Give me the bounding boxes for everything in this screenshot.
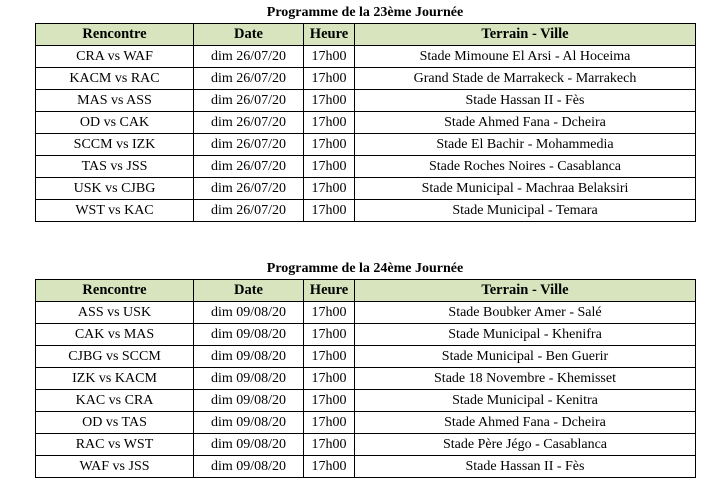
cell-heure: 17h00 xyxy=(304,156,355,178)
cell-heure: 17h00 xyxy=(304,200,355,222)
cell-date: dim 09/08/20 xyxy=(194,390,304,412)
cell-date: dim 26/07/20 xyxy=(194,200,304,222)
cell-date: dim 09/08/20 xyxy=(194,456,304,478)
table-header-row xyxy=(36,280,696,302)
cell-terrain: Stade Municipal - Kenitra xyxy=(355,390,696,412)
table-row xyxy=(36,68,696,90)
schedule-table xyxy=(35,23,696,222)
cell-terrain: Stade Mimoune El Arsi - Al Hoceima xyxy=(355,46,696,68)
table-row xyxy=(36,368,696,390)
cell-rencontre: ASS vs USK xyxy=(36,302,194,324)
table-row xyxy=(36,112,696,134)
cell-heure: 17h00 xyxy=(304,90,355,112)
cell-date: dim 26/07/20 xyxy=(194,178,304,200)
cell-terrain: Stade Municipal - Temara xyxy=(355,200,696,222)
cell-rencontre: MAS vs ASS xyxy=(36,90,194,112)
cell-terrain: Stade Roches Noires - Casablanca xyxy=(355,156,696,178)
cell-heure: 17h00 xyxy=(304,46,355,68)
cell-terrain: Stade Municipal - Ben Guerir xyxy=(355,346,696,368)
header-date: Date xyxy=(194,280,304,302)
cell-date: dim 09/08/20 xyxy=(194,302,304,324)
cell-terrain: Stade Municipal - Khenifra xyxy=(355,324,696,346)
cell-heure: 17h00 xyxy=(304,68,355,90)
cell-rencontre: USK vs CJBG xyxy=(36,178,194,200)
cell-rencontre: WST vs KAC xyxy=(36,200,194,222)
cell-terrain: Stade Boubker Amer - Salé xyxy=(355,302,696,324)
cell-date: dim 26/07/20 xyxy=(194,46,304,68)
header-date: Date xyxy=(194,24,304,46)
cell-rencontre: OD vs TAS xyxy=(36,412,194,434)
cell-rencontre: TAS vs JSS xyxy=(36,156,194,178)
cell-rencontre: CJBG vs SCCM xyxy=(36,346,194,368)
table-row xyxy=(36,346,696,368)
table-row xyxy=(36,90,696,112)
cell-heure: 17h00 xyxy=(304,412,355,434)
table-row xyxy=(36,412,696,434)
cell-date: dim 09/08/20 xyxy=(194,346,304,368)
cell-date: dim 09/08/20 xyxy=(194,368,304,390)
cell-rencontre: OD vs CAK xyxy=(36,112,194,134)
header-heure: Heure xyxy=(304,24,355,46)
table-row xyxy=(36,134,696,156)
cell-rencontre: RAC vs WST xyxy=(36,434,194,456)
schedule-section-23 xyxy=(35,3,695,222)
cell-rencontre: SCCM vs IZK xyxy=(36,134,194,156)
schedule-section-24 xyxy=(35,259,695,478)
table-row xyxy=(36,200,696,222)
cell-date: dim 26/07/20 xyxy=(194,134,304,156)
cell-date: dim 26/07/20 xyxy=(194,68,304,90)
table-row xyxy=(36,156,696,178)
cell-terrain: Stade Municipal - Machraa Belaksiri xyxy=(355,178,696,200)
cell-heure: 17h00 xyxy=(304,302,355,324)
cell-terrain: Stade El Bachir - Mohammedia xyxy=(355,134,696,156)
cell-terrain: Stade Père Jégo - Casablanca xyxy=(355,434,696,456)
table-row xyxy=(36,390,696,412)
schedule-table xyxy=(35,279,696,478)
cell-heure: 17h00 xyxy=(304,324,355,346)
cell-terrain: Stade 18 Novembre - Khemisset xyxy=(355,368,696,390)
header-terrain-ville: Terrain - Ville xyxy=(355,24,696,46)
table-row xyxy=(36,302,696,324)
cell-rencontre: CRA vs WAF xyxy=(36,46,194,68)
cell-heure: 17h00 xyxy=(304,112,355,134)
cell-rencontre: WAF vs JSS xyxy=(36,456,194,478)
cell-rencontre: IZK vs KACM xyxy=(36,368,194,390)
table-header-row xyxy=(36,24,696,46)
cell-terrain: Stade Ahmed Fana - Dcheira xyxy=(355,412,696,434)
cell-heure: 17h00 xyxy=(304,456,355,478)
cell-date: dim 09/08/20 xyxy=(194,434,304,456)
cell-date: dim 09/08/20 xyxy=(194,412,304,434)
cell-heure: 17h00 xyxy=(304,134,355,156)
table-row xyxy=(36,324,696,346)
cell-terrain: Stade Ahmed Fana - Dcheira xyxy=(355,112,696,134)
header-heure: Heure xyxy=(304,280,355,302)
header-rencontre: Rencontre xyxy=(36,280,194,302)
cell-date: dim 26/07/20 xyxy=(194,90,304,112)
table-row xyxy=(36,434,696,456)
cell-date: dim 26/07/20 xyxy=(194,112,304,134)
cell-date: dim 26/07/20 xyxy=(194,156,304,178)
cell-heure: 17h00 xyxy=(304,368,355,390)
cell-heure: 17h00 xyxy=(304,178,355,200)
cell-terrain: Stade Hassan II - Fès xyxy=(355,456,696,478)
cell-rencontre: CAK vs MAS xyxy=(36,324,194,346)
table-row xyxy=(36,456,696,478)
cell-heure: 17h00 xyxy=(304,390,355,412)
cell-heure: 17h00 xyxy=(304,346,355,368)
table-row xyxy=(36,178,696,200)
section-title: Programme de la 23ème Journée xyxy=(266,5,464,20)
header-terrain-ville: Terrain - Ville xyxy=(355,280,696,302)
cell-terrain: Stade Hassan II - Fès xyxy=(355,90,696,112)
table-row xyxy=(36,46,696,68)
cell-rencontre: KAC vs CRA xyxy=(36,390,194,412)
cell-date: dim 09/08/20 xyxy=(194,324,304,346)
cell-rencontre: KACM vs RAC xyxy=(36,68,194,90)
cell-terrain: Grand Stade de Marrakeck - Marrakech xyxy=(355,68,696,90)
section-title: Programme de la 24ème Journée xyxy=(266,261,464,276)
header-rencontre: Rencontre xyxy=(36,24,194,46)
cell-heure: 17h00 xyxy=(304,434,355,456)
